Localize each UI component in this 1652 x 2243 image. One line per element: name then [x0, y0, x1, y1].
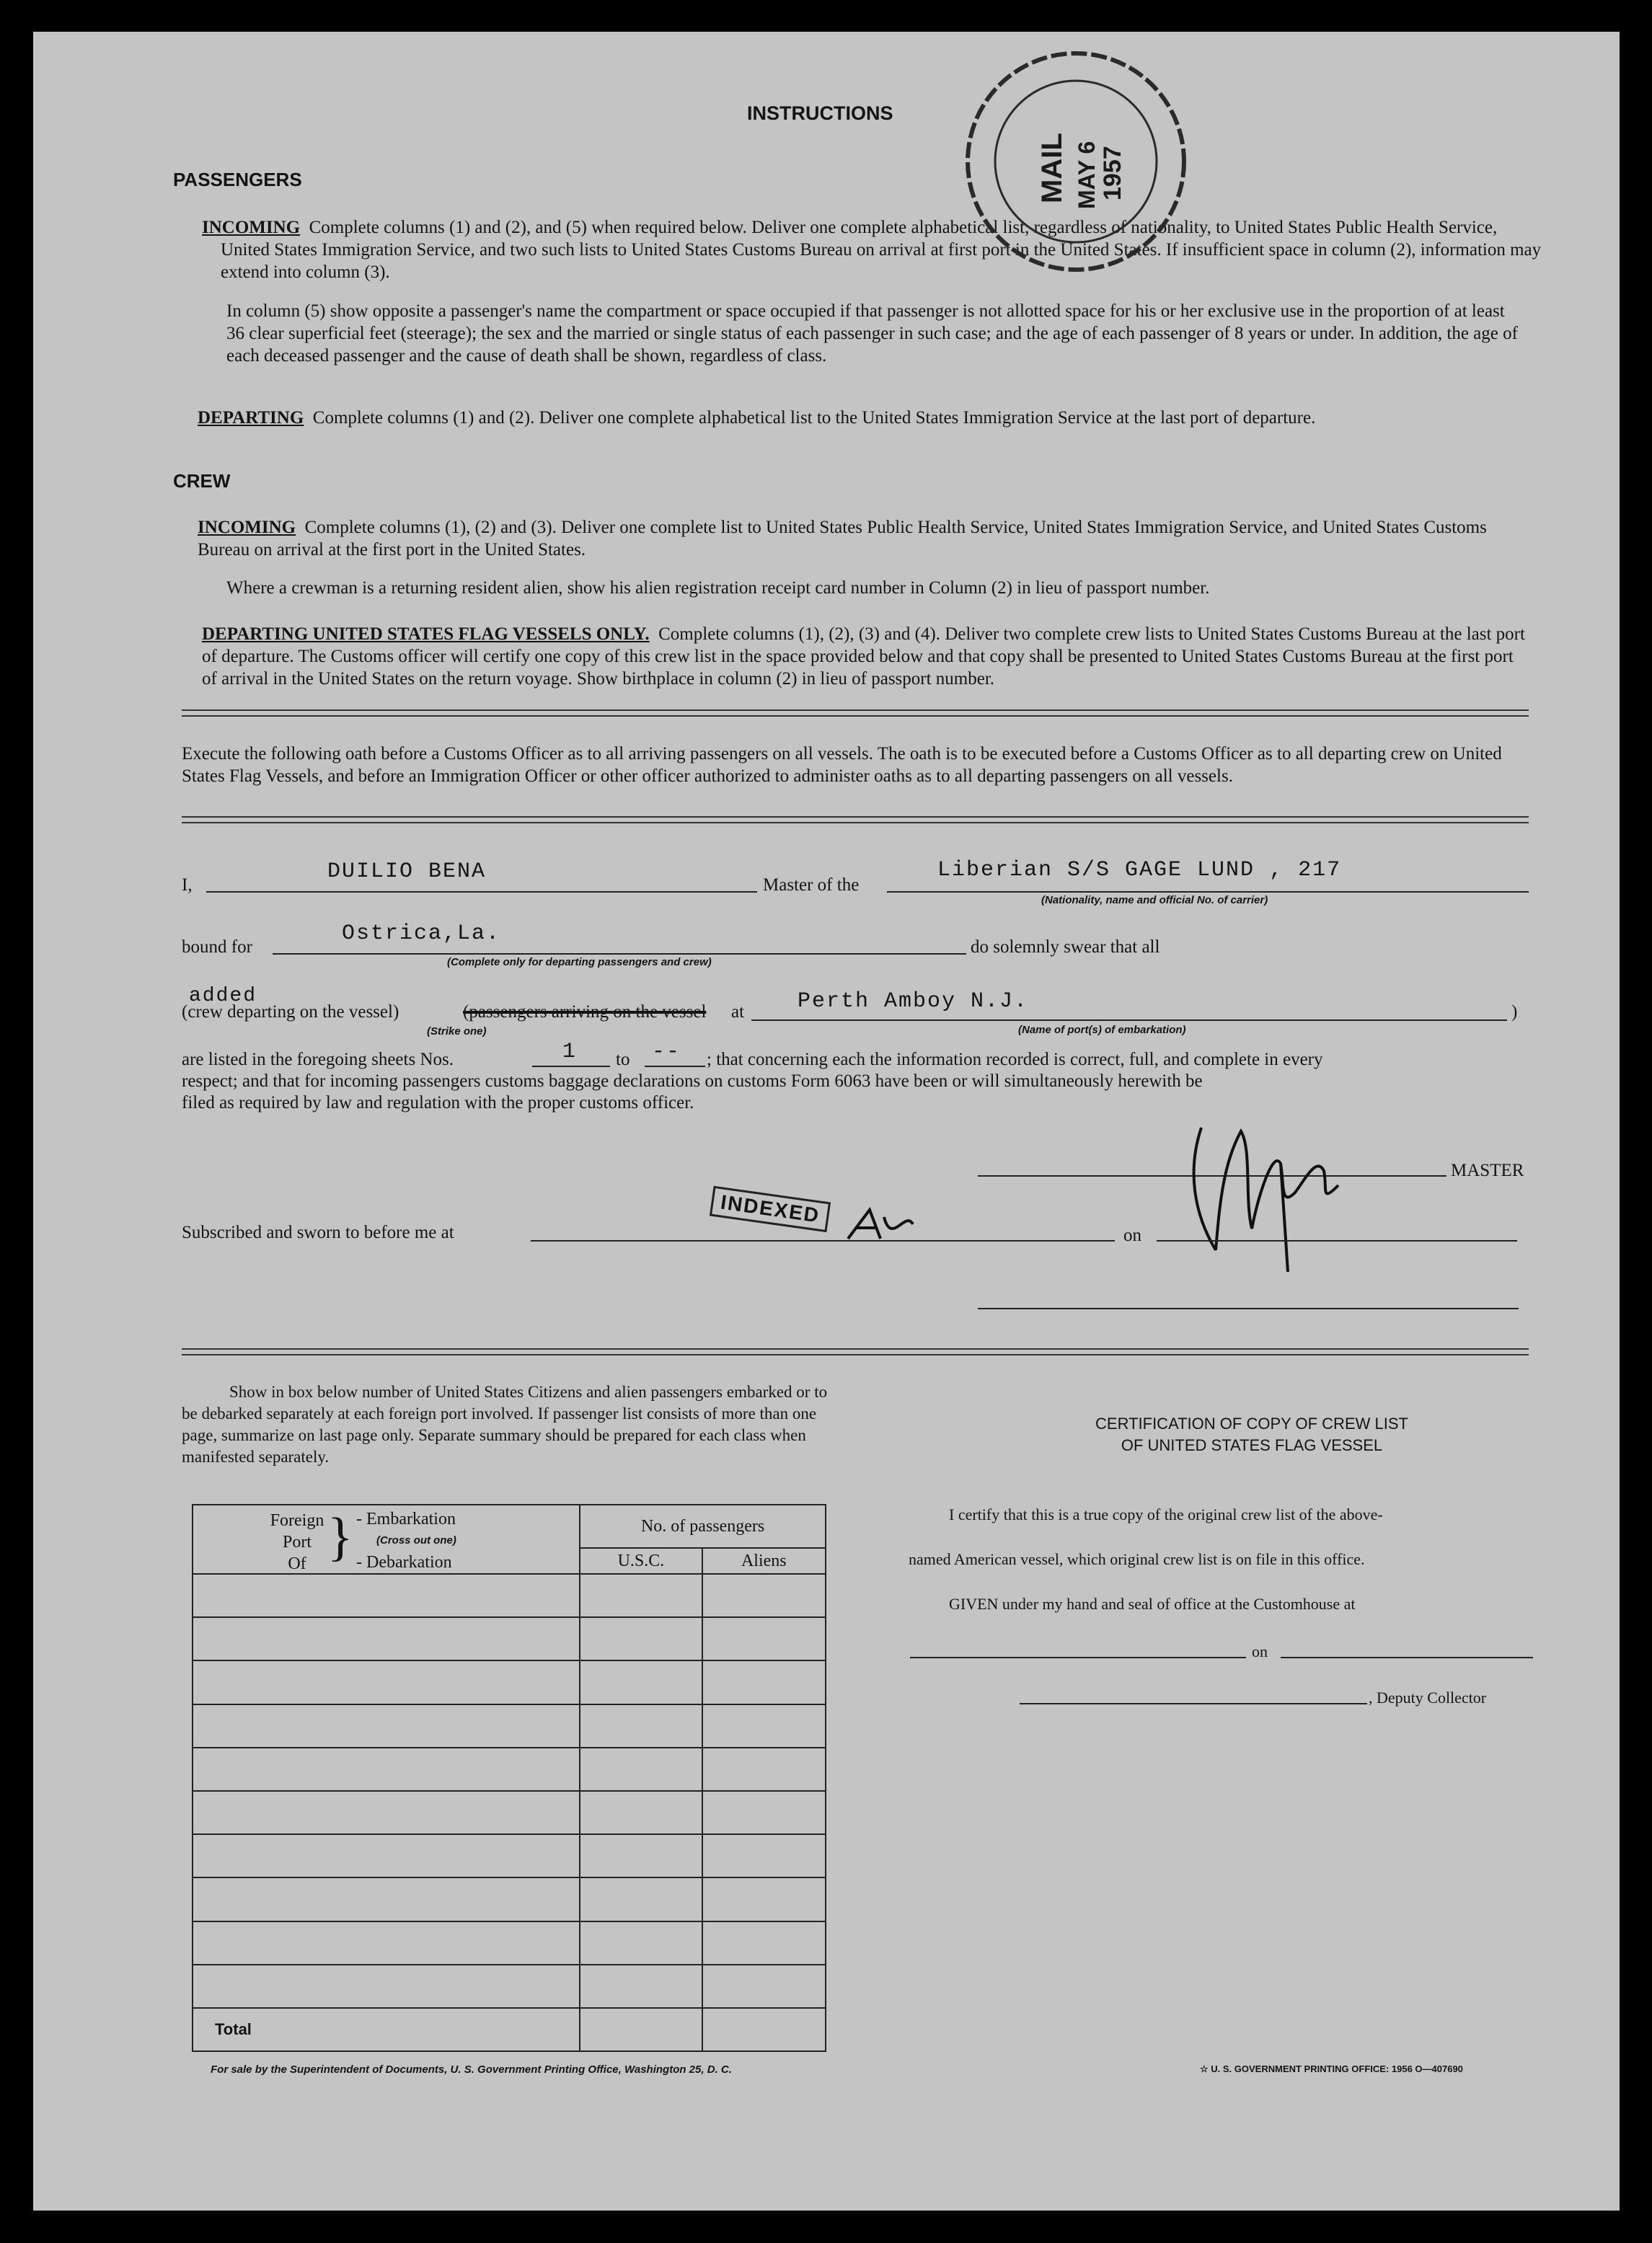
no-of-passengers-header: No. of passengers	[580, 1505, 826, 1548]
subscribed-date-line[interactable]	[1157, 1240, 1517, 1242]
instructions-title: INSTRUCTIONS	[747, 102, 893, 124]
table-row[interactable]	[193, 1617, 826, 1660]
vessel: Liberian S/S GAGE LUND , 217	[937, 858, 1342, 882]
incoming-passengers-text: Complete columns (1) and (2), and (5) when required below. Deliver one complete alphabetical list, regardless of nationality, to United States Public Health Service, United States Immigration Service, and two such lists to United States Customs Bureau on arrival at first port in the United States. If insufficient space in column (2), information may extend into column (3).	[221, 218, 1542, 282]
certification-title-2: OF UNITED STATES FLAG VESSEL	[1121, 1436, 1383, 1454]
close-paren: )	[1511, 1002, 1518, 1022]
to-label: to	[616, 1050, 630, 1069]
strike-one-caption: (Strike one)	[427, 1025, 487, 1038]
sheet-to: --	[652, 1040, 681, 1064]
port-caption: (Name of port(s) of embarkation)	[1018, 1024, 1186, 1036]
aliens-header: Aliens	[702, 1548, 826, 1574]
subscribed-label: Subscribed and sworn to before me at	[182, 1223, 454, 1242]
crew-departing-label: (crew departing on the vessel)	[182, 1002, 399, 1022]
port-header-cell	[193, 1505, 580, 1574]
table-row[interactable]	[193, 1965, 826, 2008]
usc-header: U.S.C.	[580, 1548, 702, 1574]
listed-text-1: ; that concerning each the information recorded is correct, full, and complete in every	[707, 1050, 1323, 1069]
debarkation-label[interactable]: - Debarkation	[356, 1553, 452, 1572]
summary-instructions: Show in box below number of United States Citizens and alien passengers embarked or to be debarked separately at each foreign port involved. If passenger list consists of more than one page, summarize on last page only. Separate summary should be prepared for each class when manifested separately.	[182, 1383, 828, 1466]
returning-resident-text: Where a crewman is a returning resident alien, show his alien registration receipt card number in Column (2) in lieu of passport number.	[226, 578, 1210, 598]
footer-right: ☆ U. S. GOVERNMENT PRINTING OFFICE: 1956 O—407690	[1200, 2063, 1463, 2074]
incoming-crew-text: Complete columns (1), (2) and (3). Deliver one complete list to United States Public Health Service, United States Immigration Service, and United States Customs Bureau on arrival at the first port in the United States.	[198, 518, 1487, 559]
footer-left: For sale by the Superintendent of Documents, U. S. Government Printing Office, Washington 25, D. C.	[211, 2063, 732, 2076]
master-signature	[1172, 1106, 1360, 1279]
form-page	[33, 32, 1620, 2211]
swear-label: do solemnly swear that all	[971, 937, 1160, 957]
stamp-month-day: MAY 6	[1074, 141, 1100, 209]
deputy-collector-line[interactable]	[1020, 1703, 1367, 1704]
stamp-year: 1957	[1099, 146, 1126, 200]
listed-text-3: filed as required by law and regulation with the proper customs officer.	[182, 1093, 694, 1112]
struck-text: (passengers arriving on the vessel	[463, 1002, 707, 1022]
at-label: at	[731, 1002, 745, 1022]
bound-for-caption: (Complete only for departing passengers and crew)	[447, 956, 712, 968]
divider	[182, 709, 1529, 717]
customhouse-line[interactable]	[910, 1657, 1246, 1658]
sheet-from-line	[532, 1066, 610, 1067]
table-row[interactable]	[193, 1877, 826, 1921]
certify-text-1: I certify that this is a true copy of the original crew list of the above-	[949, 1505, 1383, 1523]
passenger-summary-table	[192, 1504, 826, 2052]
column5-text: In column (5) show opposite a passenger's name the compartment or space occupied if that passenger is not allotted space for his or her exclusive use in the proportion of at least 36 clear superficial feet (steerage); the sex and the married or single status of each passenger in such case; and the age of each passenger of 8 years or under. In addition, the age of each deceased passenger and the cause of death shall be shown, regardless of class.	[226, 301, 1518, 366]
port-of-embarkation: Perth Amboy N.J.	[798, 989, 1029, 1014]
officer-signature-line[interactable]	[978, 1308, 1519, 1309]
listed-label: are listed in the foregoing sheets Nos.	[182, 1050, 454, 1069]
table-row[interactable]	[193, 1748, 826, 1791]
added-note: added	[189, 985, 257, 1007]
oath-instructions: Execute the following oath before a Customs Officer as to all arriving passengers on all vessels. The oath is to be executed before a Customs Officer as to all departing crew on United States Flag Vessels, and before an Immigration Officer or other officer authorized to administer oaths as to all departing passengers on all vessels.	[182, 744, 1502, 786]
bound-for-label: bound for	[182, 937, 252, 957]
given-text: GIVEN under my hand and seal of office at the Customhouse at	[949, 1595, 1356, 1613]
divider	[182, 1348, 1529, 1355]
i-label: I,	[182, 875, 193, 895]
of-label: Of	[288, 1554, 306, 1573]
table-row[interactable]	[193, 1921, 826, 1965]
embarkation-label[interactable]: - Embarkation	[356, 1510, 456, 1528]
table-row[interactable]	[193, 1834, 826, 1877]
initials-mark	[841, 1203, 920, 1246]
stamp-mail: MAIL	[1036, 133, 1068, 203]
incoming-label: INCOMING	[202, 218, 301, 237]
incoming-crew-label: INCOMING	[198, 518, 296, 537]
port-label: Port	[282, 1533, 312, 1552]
departing-passengers-block	[198, 407, 1529, 429]
table-row[interactable]	[193, 1660, 826, 1704]
certify-text-2: named American vessel, which original crew list is on file in this office.	[909, 1550, 1365, 1568]
master-name: DUILIO BENA	[327, 859, 487, 884]
listed-text-2: respect; and that for incoming passengers customs baggage declarations on customs Form 6063 have been or will simultaneously herewith be	[182, 1071, 1203, 1091]
divider	[182, 816, 1529, 823]
total-label: Total	[193, 2008, 580, 2051]
total-row[interactable]	[193, 2008, 826, 2051]
master-label: MASTER	[1451, 1161, 1524, 1180]
crew-heading: CREW	[173, 470, 231, 492]
departing-passengers-text: Complete columns (1) and (2). Deliver one complete alphabetical list to the United States Immigration Service at the last port of departure.	[312, 408, 1316, 428]
deputy-label: , Deputy Collector	[1369, 1689, 1487, 1707]
departing-us-flag-block	[202, 623, 1529, 690]
brace: }	[327, 1508, 353, 1567]
indexed-stamp: INDEXED	[710, 1186, 831, 1232]
table-row[interactable]	[193, 1574, 826, 1617]
subscribed-place-line[interactable]	[531, 1240, 1115, 1242]
departing-label: DEPARTING	[198, 408, 304, 428]
cert-date-line[interactable]	[1281, 1657, 1533, 1658]
table-row[interactable]	[193, 1704, 826, 1748]
bound-for-line	[273, 953, 966, 955]
incoming-passengers-block	[202, 216, 1547, 283]
master-name-line	[206, 891, 757, 893]
incoming-crew-block	[198, 516, 1529, 561]
mail-postmark-stamp	[953, 46, 1198, 277]
vessel-caption: (Nationality, name and official No. of carrier)	[1041, 894, 1268, 906]
master-of-label: Master of the	[763, 875, 860, 895]
vessel-line	[887, 891, 1529, 893]
certification-title	[935, 1413, 1569, 1456]
foreign-label: Foreign	[270, 1511, 324, 1530]
port-line	[751, 1019, 1507, 1021]
sheet-to-line	[645, 1066, 705, 1067]
certification-title-1: CERTIFICATION OF COPY OF CREW LIST	[1095, 1415, 1408, 1433]
table-row[interactable]	[193, 1791, 826, 1834]
departing-us-flag-text: Complete columns (1), (2), (3) and (4). Deliver two complete crew lists to United States Customs Bureau at the last port of departure. The Customs officer will certify one copy of this crew list in the space provided below and that copy shall be presented to United States Customs Bureau at the first port of arrival in the United States on the return voyage. Show birthplace in column (2) in lieu of passport number.	[202, 624, 1525, 689]
cross-out-caption: (Cross out one)	[376, 1534, 456, 1547]
on-label: on	[1123, 1226, 1141, 1245]
cert-on-label: on	[1252, 1642, 1268, 1660]
departing-us-flag-label: DEPARTING UNITED STATES FLAG VESSELS ONLY.	[202, 624, 650, 644]
bound-for: Ostrica,La.	[342, 921, 501, 946]
sheet-from: 1	[562, 1040, 578, 1064]
passengers-heading: PASSENGERS	[173, 169, 302, 190]
